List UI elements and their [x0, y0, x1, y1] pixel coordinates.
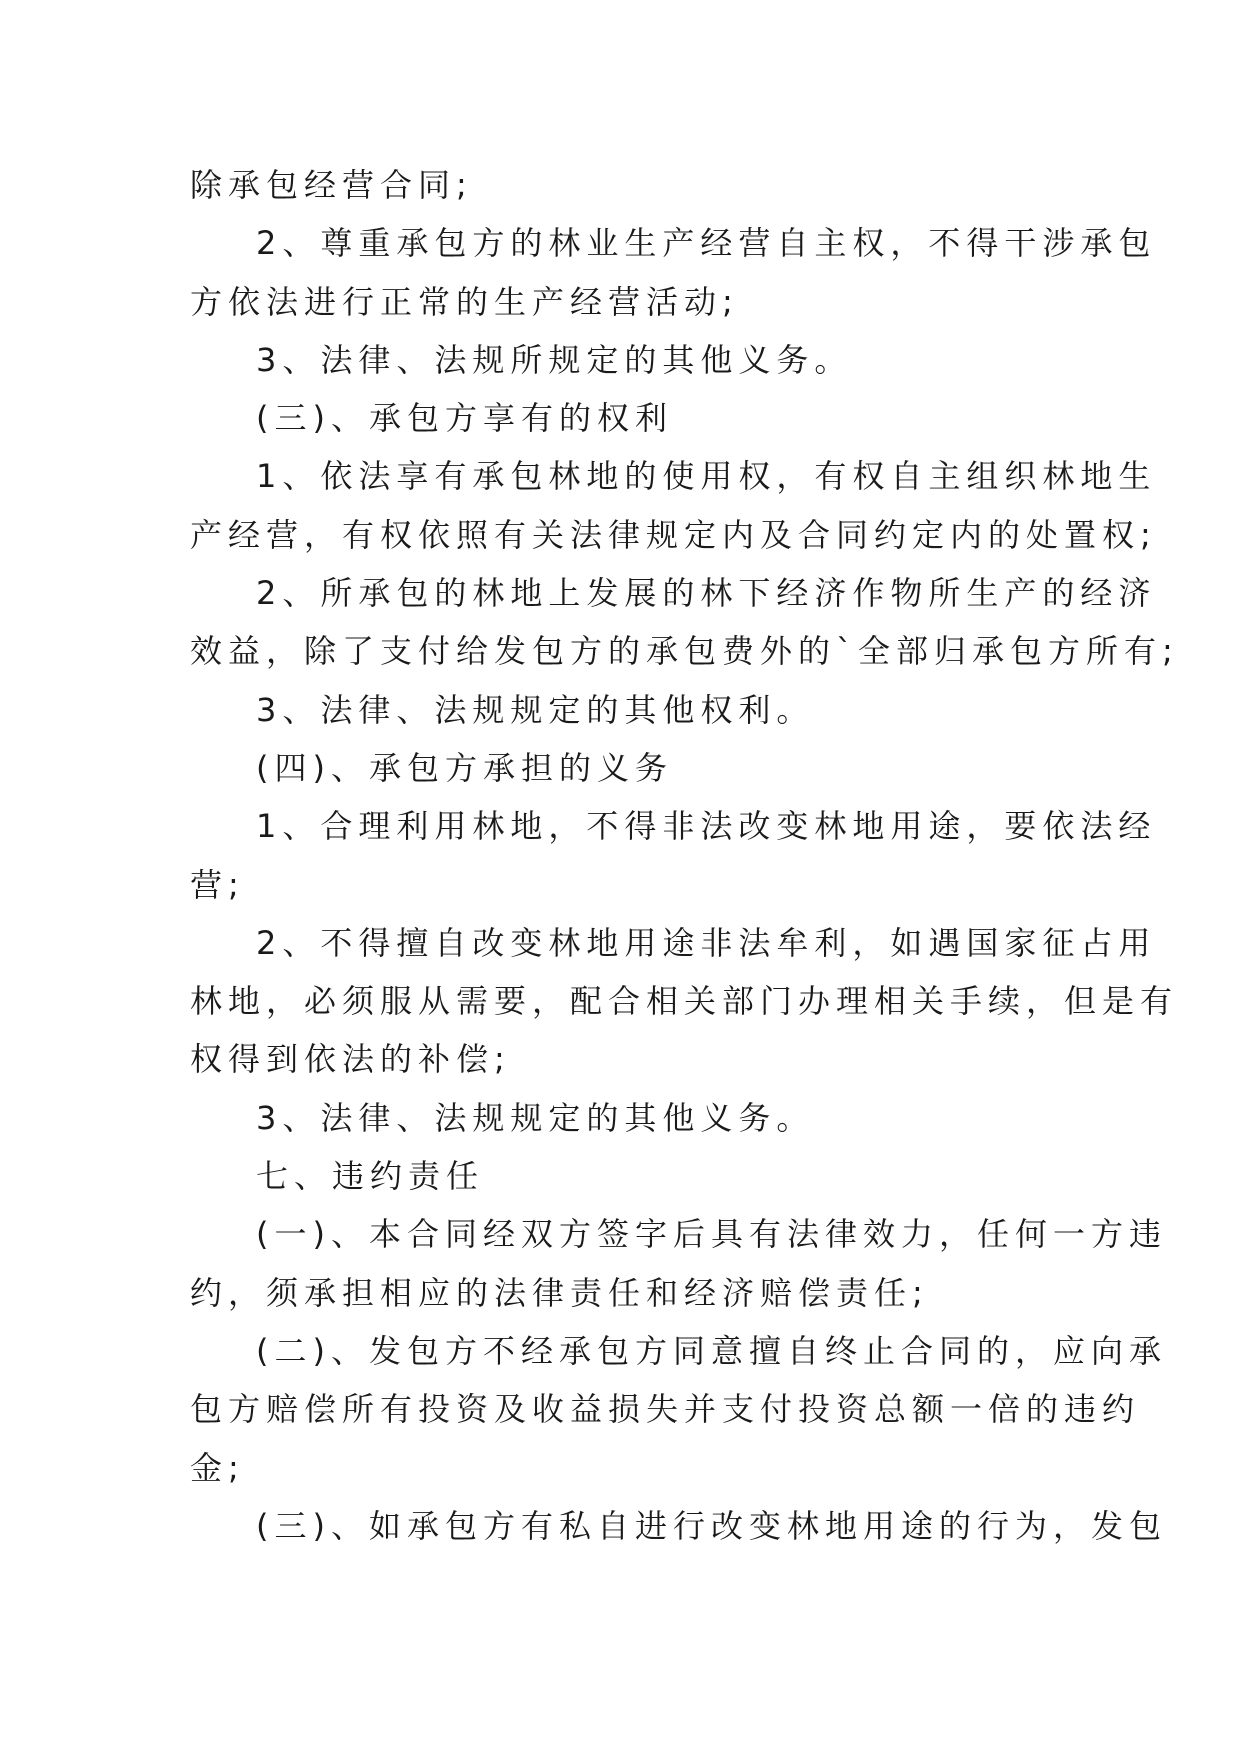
text-line: 1、依法享有承包林地的使用权，有权自主组织林地生: [256, 457, 1157, 496]
text-line: 2、不得擅自改变林地用途非法牟利，如遇国家征占用: [256, 923, 1157, 962]
text-line: (三)、如承包方有私自进行改变林地用途的行为，发包: [256, 1506, 1167, 1545]
text-line: 3、法律、法规所规定的其他义务。: [256, 340, 853, 379]
text-line: 除承包经营合同;: [190, 166, 473, 204]
text-line: 约，须承担相应的法律责任和经济赔偿责任;: [190, 1273, 929, 1312]
document-body: [190, 156, 1179, 1555]
text-line: 产经营，有权依照有关法律规定内及合同约定内的处置权;: [190, 515, 1157, 554]
text-line: 效益，除了支付给发包方的承包费外的`全部归承包方所有;: [190, 632, 1179, 671]
section-heading: (四)、承包方承担的义务: [256, 748, 673, 787]
text-line: 林地，必须服从需要，配合相关部门办理相关手续，但是有: [190, 982, 1179, 1021]
section-heading: (三)、承包方享有的权利: [256, 399, 673, 438]
text-line: 金;: [190, 1448, 245, 1487]
text-line: 1、合理利用林地，不得非法改变林地用途，要依法经: [256, 807, 1157, 846]
text-line: (二)、发包方不经承包方同意擅自终止合同的，应向承: [256, 1331, 1167, 1370]
section-heading: 七、违约责任: [256, 1157, 485, 1196]
text-line: 3、法律、法规规定的其他权利。: [256, 690, 815, 729]
text-line: 营;: [190, 865, 245, 904]
text-line: 包方赔偿所有投资及收益损失并支付投资总额一倍的违约: [190, 1390, 1141, 1429]
text-line: 方依法进行正常的生产经营活动;: [190, 282, 739, 321]
text-line: 权得到依法的补偿;: [190, 1040, 511, 1079]
text-line: 3、法律、法规规定的其他义务。: [256, 1098, 815, 1137]
text-line: 2、尊重承包方的林业生产经营自主权，不得干涉承包: [256, 224, 1157, 263]
text-line: (一)、本合同经双方签字后具有法律效力，任何一方违: [256, 1215, 1167, 1254]
text-line: 2、所承包的林地上发展的林下经济作物所生产的经济: [256, 574, 1157, 613]
